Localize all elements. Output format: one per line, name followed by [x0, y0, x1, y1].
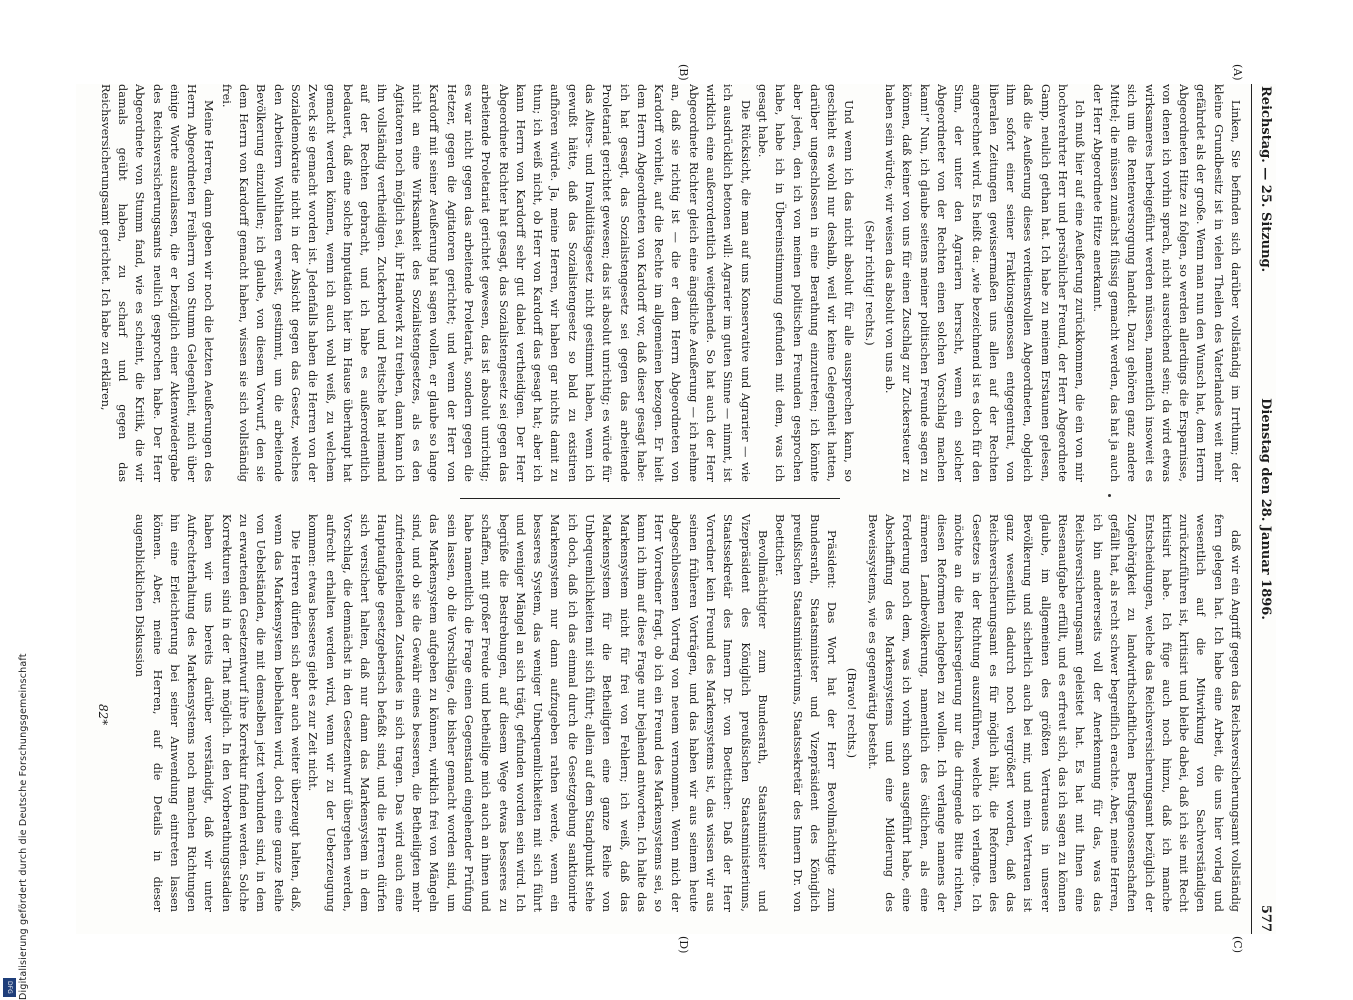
paragraph: Die Herren dürfen sich aber auch weiter überzeugt halten, daß, wenn das Markensystem beibehalten wird, doch eine ganze Reihe von Uebelständen, die mit demselben jetzt verbunden sind, in dem zu erwartenden Gesetzentwurf ihre Korrektur finden werden. Solche Korrekturen sind in der That möglich. In den Vorberathungsstadien haben wir uns bereits darüber verständigt, daß wir unter Aufrechterhaltung des Markensystems noch manchen Richtungen hin eine Erleichterung bei seiner Anwendung eintreten lassen können. Aber, meine Herren, auf die Details in dieser augenblicklichen Diskussion [133, 514, 302, 912]
rotated-document-page [76, 64, 1276, 954]
paragraph: Bevollmächtigter zum Bundesrath, Staatsminister und Vizepräsident des Königlich preußischen Staatsministeriums, Staatssekretär des Innern Dr. von Boetticher: Daß der Herr Vorredner kein Freund des Markensystems ist, das wissen wir aus seinen früheren Vorträgen, und das haben wir aus seinem heute abgeschlossenen Vortrag von neuem vernommen. Wenn mich der Herr Vorredner fragt, ob ich ein Freund des Markensystems sei, so kann ich ihm auf diese Frage nur bejahend antworten. Ich halte das Markensystem nicht für frei von Fehlern; ich weiß, daß das Markensystem für die Betheiligten eine ganze Reihe von Unbequemlichkeiten mit sich führt; allein auf dem Standpunkt stehe ich doch, daß ich das einmal durch die Gesetzgebung sanktionirte Markensystem nur dann aufzugeben rathen werde, wenn ein besseres System, das weniger Unbequemlichkeiten mit sich führt und weniger Mängel an sich trägt, gefunden worden sein wird. Ich begrüße die Bestrebungen, auf diesem Wege etwas besseres zu schaffen, mit großer Freude und betheilige mich auch an ihnen und habe namentlich die Frage einen Gegenstand eingehender Prüfung sein lassen, ob die Vorschläge, die bisher gemacht worden sind, um das Markensystem aufgeben zu können, wirklich frei von Mängeln sind, und ob sie die Gewähr eines besseren, die Betheiligten mehr zufriedenstellenden Zustandes in sich tragen. Das wird auch eine Hauptaufgabe gesetzgeberisch befaßt sind, und die Herren dürfen sich versichert halten, daß nur dann das Markensystem in dem Vorschlag, die demnächst in den Gesetzentwurf übergehen werden, aufrecht erhalten werden wird, wenn wir zu der Ueberzeugung kommen: etwas besseres giebt es zur Zeit nicht. [306, 514, 769, 912]
digitization-note: Digitalisierung gefördert durch die Deutsche Forschungsgemeinschaft [18, 653, 29, 1000]
right-column [119, 514, 1244, 912]
dfg-logo-icon: DFG [3, 978, 16, 997]
margin-mark-a: (A) [1231, 64, 1244, 81]
paragraph: Ich muß hier auf eine Aeußerung zurückkommen, die ein von mir hochverehrter Herr und persönlicher Freund, der Herr Abgeordnete Gamp, neulich gethan hat. Ich habe zu meinem Erstaunen gelesen, daß die Aeußerung dieses verdienstvollen Abgeordneten, obgleich ihm sofort einer seiner Fraktionsgenossen entgegentrat, von liberalen Zeitungen gewissermaßen uns allen auf der Rechten angerechnet wird. Es heißt da: „wie bezeichnend ist es doch für den Sinn, der unter den Agrariern herrscht, wenn ein solcher Abgeordneter von der Rechten einen solchen Vorschlag machen kann!“ Nun, ich glaube seitens meiner politischen Freunde sagen zu können, daß keiner von uns für einen Zuschlag zur Zuckersteuer zu haben sein würde; wir weisen das absolut von uns ab. [883, 84, 1087, 482]
margin-mark-b: (B) [677, 64, 690, 81]
paragraph: Linken, Sie befinden sich darüber vollständig im Irrthum; der kleine Grundbesitz ist in vielen Theilen des Vaterlandes weit mehr gefährdet als der große. Wenn man nun den Wunsch hat, dem Herrn Abgeordneten Hitze zu folgen, so werden allerdings die Ersparnisse, von denen ich vorhin sprach, nicht ausreichend sein; da wird etwas wirksameres herbeigeführt werden müssen, namentlich insoweit es sich um die Rentenversorgung handelt. Dazu gehören ganz andere Mittel; die müssen zunächst flüssig gemacht werden, das hat ja auch der Herr Abgeordnete Hitze anerkannt. [1090, 84, 1242, 482]
page-signature: 82* [96, 704, 110, 726]
margin-mark-d: (D) [677, 936, 690, 954]
paragraph: Meine Herren, dann geben wir noch die letzten Aeußerungen des Herrn Abgeordneten Freiherrn von Stumm Gelegenheit, mich über einige Worte auszulassen, die er bezüglich einer Aktenwiedergabe des Reichsversicherungsamts neulich gesprochen habe. Der Herr Abgeordnete von Stumm fand, wie es scheint, die Kritik, die wir damals geübt haben, zu scharf und gegen das Reichsversicherungsamt gerichtet. Ich habe zu erklären, [98, 84, 216, 482]
left-column [98, 84, 1244, 482]
interjection: (Sehr richtig! rechts.) [862, 220, 876, 346]
paragraph: Präsident: Das Wort hat der Herr Bevollmächtigte zum Bundesrath, Staatsminister und Vizepräsident des Königlich preußischen Staatsministeriums, Staatssekretär des Innern Dr. von Boetticher. [773, 514, 839, 912]
scan-speck [1108, 494, 1111, 497]
paragraph: Und wenn ich das nicht absolut für alle aussprechen kann, so geschieht es wohl nur deshalb, weil wir keine Gelegenheit hatten, darüber ungeschlossen in eine Berathung einzutreten; ich könnte aber jeden, den ich von meinen politischen Freunden gesprochen habe, habe ich in Übereinstimmung gefunden mit dem, was ich gesagt habe. [755, 84, 856, 482]
interjection: (Bravo! rechts.) [845, 667, 859, 759]
margin-mark-c: (C) [1231, 936, 1244, 953]
page-number: 577 [1258, 904, 1273, 932]
column-divider [460, 498, 840, 499]
paragraph: daß wir ein Angriff gegen das Reichsversicherungsamt vollständig fern gelegen hat. Ich habe eine Arbeit, die uns hier vorlag und wesentlich auf die Mitwirkung von Sachverständigen zurückzuführen ist, kritisirt und bleibe dabei, daß ich sie mit Recht kritisirt habe. Ich füge auch noch hinzu, daß ich manche Entscheidungen, welche das Reichsversicherungsamt bezüglich der Zugehörigkeit zu landwirthschaftlichen Berufsgenossenschaften gefällt hat, als recht schwer begreiflich erachte. Aber, meine Herren, ich bin andererseits voll der Anerkennung für das, was das Reichsversicherungsamt geleistet hat. Es hat mit Ihnen eine Riesenaufgabe erfüllt, und es erfreut sich, das ich sagen zu können glaube, im allgemeinen des größten Vertrauens in unserer Bevölkerung und sicherlich auch bei mir, und mein Vertrauen ist ganz wesentlich dadurch noch vergrößert worden, daß das Reichsversicherungsamt es für möglich hält, die Reformen des Gesetzes in der Richtung auszuführen, welche ich verlangte. Ich möchte an die Reichsregierung nur die dringende Bitte richten, diesen Reformen nachgeben zu wollen. Ich verlange namens der ärmeren Landbevölkerung, namentlich des östlichen, als eine Forderung noch dem, was ich vorhin schon ausgeführt habe, eine Abschaffung des Markensystems und eine Milderung des Beweissystems, wie es gegenwärtig besteht. [865, 514, 1242, 912]
header-date: Dienstag den 28. Januar 1896. [1258, 398, 1273, 620]
paragraph: Die Rücksicht, die man auf uns Konservative und Agrarier — wie ich ausdrücklich betonen will: Agrarier im guten Sinne — nimmt, ist wirklich eine außerordentlich weitgehende. So hat auch der Herr Abgeordnete Richter gleich eine ängstliche Aeußerung — ich nehme an, daß sie richtig ist — die er dem Herrn Abgeordneten von Kardorff vorhielt, auf die Rechte im allgemeinen bezogen. Er hielt dem Herrn Abgeordneten von Kardorff vor, daß dieser gesagt habe: ich hat gesagt, das Sozialistengesetz sei gegen das arbeitende Proletariat gerichtet gewesen; das ist absolut unrichtig; es würde für das Alters- und Invaliditätsgesetz nicht gestimmt haben, wenn ich gewußt hätte, daß das Sozialistengesetz so bald zu existiren aufhören würde. Ja, meine Herren, wir haben gar nichts damit zu thun; ich weiß nicht, ob Herr von Kardorff das gesagt hat; aber ich kann Herrn von Kardorff sehr gut dabei vertheidigen. Der Herr Abgeordnete Richter hat gesagt, das Sozialistengesetz sei gegen das arbeitende Proletariat gerichtet gewesen, das ist absolut unrichtig; es war nicht gegen das arbeitende Proletariat, sondern gegen die Hetzer, gegen die Agitatoren gerichtet; und wenn der Herr von Kardorff mit seiner Aeußerung hat sagen wollen, er glaube so lange nicht an eine Wirksamkeit des Sozialistengesetzes, als es den Agitatoren noch möglich sei, ihr Handwerk zu treiben, dann kann ich ihn vollständig vertheidigen. Zuckerbrod und Peitsche hat niemand auf der Rechten gebracht, und ich habe es außerordentlich bedauert, daß eine solche Imputation hier im Hause überhaupt hat gemacht werden können, wenn ich auch wohl weiß, zu welchem Zweck sie gemacht worden ist. Jedenfalls haben die Herren von der Sozialdemokratie nicht in der Absicht gegen das Gesetz, welches den Arbeitern Wohlthaten erweist, gestimmt, um die arbeitende Bevölkerung einzulullen; ich glaube, von diesem Vorwurf, den sie dem Herrn von Kardorff gemacht haben, wissen sie sich vollständig frei. [219, 84, 752, 482]
page-header [1251, 84, 1276, 934]
header-session: Reichstag. — 25. Sitzung. [1258, 86, 1273, 273]
